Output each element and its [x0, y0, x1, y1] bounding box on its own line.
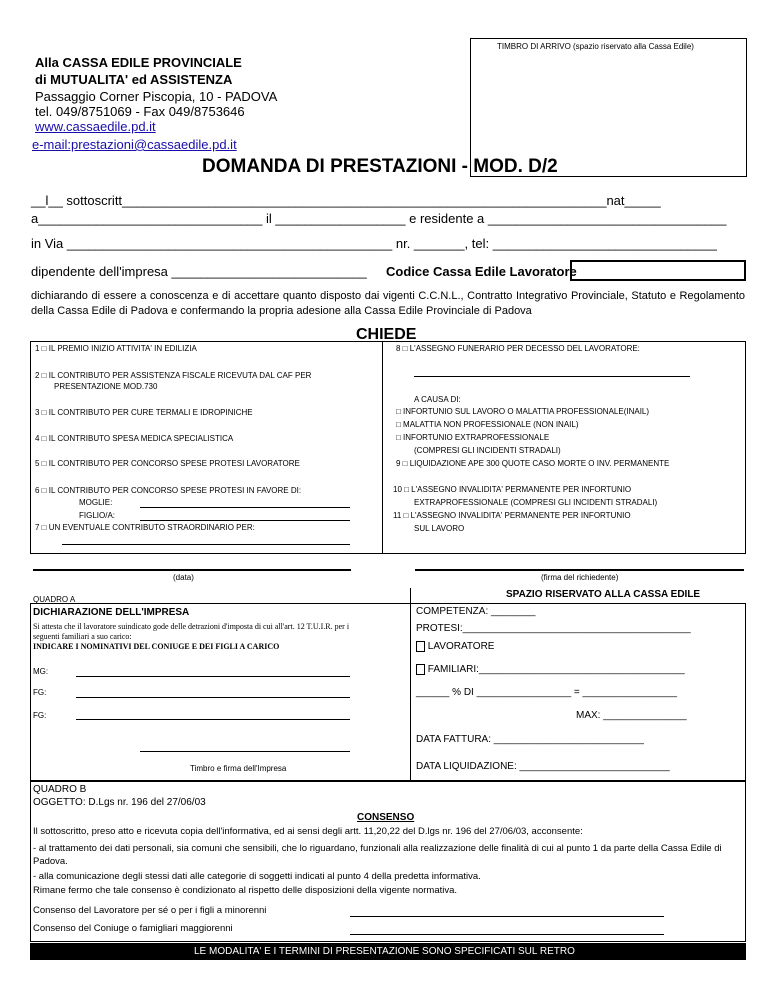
spouse-consent-label: Consenso del Coniuge o famigliari maggiorenni [33, 923, 233, 934]
address-line-1: Alla CASSA EDILE PROVINCIALE [35, 55, 242, 70]
worker-consent-line[interactable] [350, 916, 664, 917]
item-8[interactable]: 8 □ L'ASSEGNO FUNERARIO PER DECESSO DEL LAVORATORE: [396, 344, 640, 353]
fg-label-1: FG: [33, 688, 47, 697]
item-8-line[interactable] [414, 376, 690, 377]
address-line-2: di MUTUALITA' ed ASSISTENZA [35, 72, 233, 87]
applicant-row-1[interactable]: __l__ sottoscritt___________________________________________________________________nat_____ [31, 193, 661, 208]
lavoratore-label: LAVORATORE [427, 641, 495, 653]
item-2-cont: PRESENTAZIONE MOD.730 [54, 382, 158, 391]
lavoratore-checkbox[interactable] [416, 641, 425, 652]
item-11-cont: SUL LAVORO [414, 524, 465, 533]
familiari-checkbox[interactable] [416, 664, 425, 675]
arrival-stamp-label: TIMBRO DI ARRIVO (spazio riservato alla Cassa Edile) [497, 42, 694, 51]
company-declaration-text-2: seguenti familiari a suo carico: [33, 632, 132, 641]
date-label: (data) [173, 573, 194, 582]
consenso-paragraph-4: Rimane fermo che tale consenso è condizionato al rispetto delle disposizioni della vigente normativa. [33, 885, 458, 896]
chiede-heading: CHIEDE [356, 326, 417, 343]
item-7[interactable]: 7 □ UN EVENTUALE CONTRIBUTO STRAORDINARIO PER: [35, 523, 255, 532]
signature-line[interactable] [415, 569, 744, 571]
fg-label-2: FG: [33, 711, 47, 720]
fg-line-1[interactable] [76, 697, 350, 698]
item-2[interactable]: 2 □ IL CONTRIBUTO PER ASSISTENZA FISCALE RICEVUTA DAL CAF PER [35, 371, 312, 380]
worker-code-field[interactable] [570, 260, 746, 281]
cause-option-1[interactable]: □ INFORTUNIO SUL LAVORO O MALATTIA PROFESSIONALE(INAIL) [396, 407, 650, 416]
item-5[interactable]: 5 □ IL CONTRIBUTO PER CONCORSO SPESE PROTESI LAVORATORE [35, 459, 300, 468]
lavoratore-option[interactable] [416, 641, 494, 652]
mg-line[interactable] [76, 676, 350, 677]
address-line-4: tel. 049/8751069 - Fax 049/8753646 [35, 104, 245, 119]
cause-label: A CAUSA DI: [414, 395, 461, 404]
item-6[interactable]: 6 □ IL CONTRIBUTO PER CONCORSO SPESE PROTESI IN FAVORE DI: [35, 486, 302, 495]
reserved-heading: SPAZIO RISERVATO ALLA CASSA EDILE [506, 589, 701, 600]
max-field[interactable]: MAX: _______________ [576, 710, 687, 721]
spouse-consent-line[interactable] [350, 934, 664, 935]
item-9[interactable]: 9 □ LIQUIDAZIONE APE 300 QUOTE CASO MORTE O INV. PERMANENTE [396, 459, 670, 468]
item-7-line[interactable] [62, 544, 350, 545]
consenso-paragraph-1: Il sottoscritto, preso atto e ricevuta copia dell'informativa, ed ai sensi degli artt. 11,20,22 del D.lgs nr. 196 del 27/06/03, acconsente: [33, 826, 583, 837]
item-10-cont: EXTRAPROFESSIONALE (COMPRESI GLI INCIDENTI STRADALI) [414, 498, 658, 507]
declaration-text: dichiarando di essere a conoscenza e di accettare quanto disposto dai vigenti C.C.N.L., Contratto Integrativo Provinciale, Statuto e Regolamento della Cassa Edile di Padova e confermando la propria adesione alla Cassa Edile Provinciale di Padova [31, 290, 745, 317]
quadro-a-label: QUADRO A [33, 595, 76, 604]
consenso-heading: CONSENSO [357, 812, 415, 823]
signature-label: (firma del richiedente) [541, 573, 619, 582]
oggetto-text: OGGETTO: D.Lgs nr. 196 del 27/06/03 [33, 797, 206, 808]
applicant-row-3[interactable]: in Via _____________________________________________ nr. _______, tel: _______________________________ [31, 236, 717, 251]
company-stamp-line[interactable] [140, 751, 350, 752]
company-stamp-label: Timbro e firma dell'Impresa [190, 764, 287, 773]
consenso-paragraph-3: - alla comunicazione degli stessi dati alle categorie di soggetti indicati al punto 4 della predetta informativa. [33, 871, 481, 882]
payment-date-field[interactable]: DATA LIQUIDAZIONE: ___________________________ [416, 761, 670, 772]
quadro-b-label: QUADRO B [33, 784, 87, 795]
percentage-field[interactable]: ______ % DI _________________ = _________________ [416, 687, 678, 698]
applicant-row-2[interactable]: a_______________________________ il __________________ e residente a _________________________________ [31, 211, 727, 226]
invoice-date-field[interactable]: DATA FATTURA: ___________________________ [416, 734, 644, 745]
familiari-option[interactable] [416, 664, 685, 675]
competenza-field[interactable]: COMPETENZA: ________ [416, 606, 536, 617]
consenso-paragraph-2: - al trattamento dei dati personali, sia comuni che sensibili, che lo riguardano, funzionali alla realizzazione delle finalità di cui al punto 1 da parte della Cassa Edile di Padova. [33, 843, 722, 867]
item-10[interactable]: 10 □ L'ASSEGNO INVALIDITA' PERMANENTE PER INFORTUNIO [393, 485, 632, 494]
moglie-line[interactable] [140, 507, 350, 508]
website-link[interactable]: www.cassaedile.pd.it [35, 119, 156, 134]
cause-option-2[interactable]: □ MALATTIA NON PROFESSIONALE (NON INAIL) [396, 420, 579, 429]
email-link[interactable]: e-mail:prestazioni@cassaedile.pd.it [32, 137, 237, 152]
mg-label: MG: [33, 667, 49, 676]
protesi-field[interactable]: PROTESI:_________________________________________ [416, 623, 691, 634]
company-declaration-heading: DICHIARAZIONE DELL'IMPRESA [33, 607, 190, 618]
company-declaration-text-1: Si attesta che il lavoratore suindicato gode delle detrazioni d'imposta di cui all'art. 12 T.U.I.R. per i [33, 622, 350, 631]
company-declaration-text-3: INDICARE I NOMINATIVI DEL CONIUGE E DEI FIGLI A CARICO [33, 642, 280, 651]
fg-line-2[interactable] [76, 719, 350, 720]
item-1[interactable]: 1 □ IL PREMIO INIZIO ATTIVITA' IN EDILIZIA [35, 344, 197, 353]
figlio-label: FIGLIO/A: [79, 511, 116, 520]
quadro-a-divider [410, 588, 411, 781]
figlio-line[interactable] [140, 520, 350, 521]
footer-text: LE MODALITA' E I TERMINI DI PRESENTAZIONE SONO SPECIFICATI SUL RETRO [194, 946, 575, 957]
item-4[interactable]: 4 □ IL CONTRIBUTO SPESA MEDICA SPECIALISTICA [35, 434, 234, 443]
moglie-label: MOGLIE: [79, 498, 113, 507]
cause-option-3-cont: (COMPRESI GLI INCIDENTI STRADALI) [414, 446, 561, 455]
item-11[interactable]: 11 □ L'ASSEGNO INVALIDITA' PERMANENTE PER INFORTUNIO [393, 511, 631, 520]
request-box-divider [382, 341, 383, 554]
item-3[interactable]: 3 □ IL CONTRIBUTO PER CURE TERMALI E IDROPINICHE [35, 408, 253, 417]
worker-code-label: Codice Cassa Edile Lavoratore [386, 264, 577, 279]
familiari-label: FAMILIARI:_____________________________________ [427, 664, 685, 676]
cause-option-3[interactable]: □ INFORTUNIO EXTRAPROFESSIONALE [396, 433, 550, 442]
date-line[interactable] [33, 569, 351, 571]
worker-consent-label: Consenso del Lavoratore per sé o per i figli a minorenni [33, 905, 267, 916]
applicant-row-4[interactable]: dipendente dell'impresa ___________________________ [31, 264, 367, 279]
address-line-3: Passaggio Corner Piscopia, 10 - PADOVA [35, 89, 278, 104]
page-title: DOMANDA DI PRESTAZIONI - MOD. D/2 [202, 156, 558, 177]
